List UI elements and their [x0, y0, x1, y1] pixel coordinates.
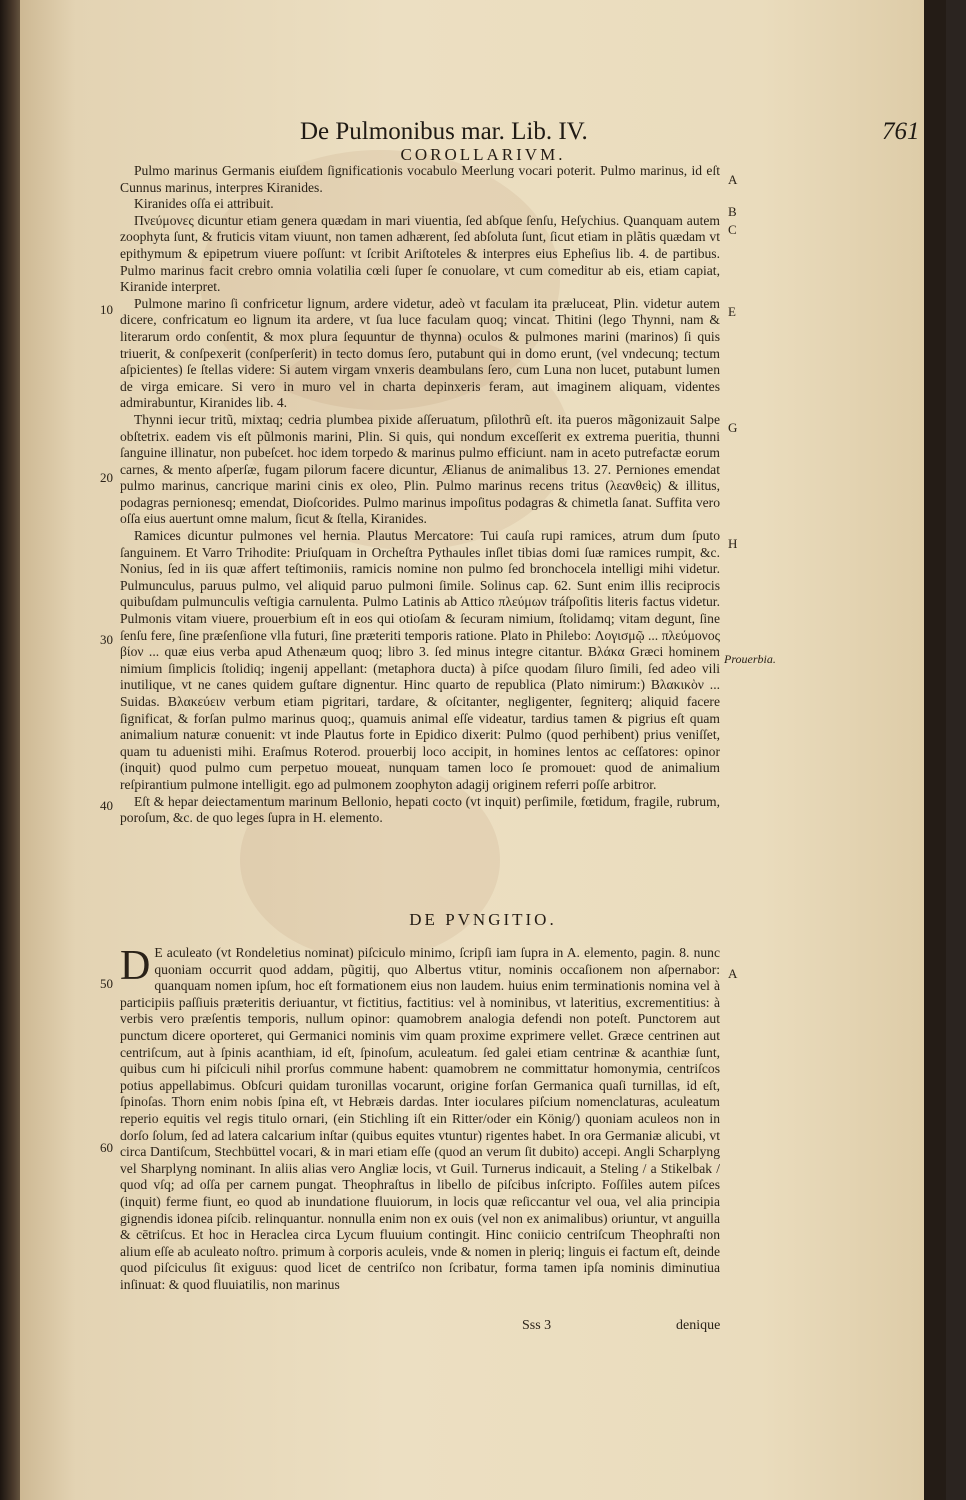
margin-letter: A [728, 966, 738, 981]
section-heading-de-pungitio: DE PVNGITIO. [409, 910, 557, 929]
margin-note: Prouerbia. [724, 652, 776, 666]
catchword: denique [676, 1318, 721, 1333]
page-edge-shadow [924, 0, 946, 1500]
corollarium-text [120, 163, 720, 898]
paragraph: E aculeato (vt Rondeletius nominat) piſciculo minimo, ſcripſi iam ſupra in A. elemento, pagin. 8. nunc quoniam occurrit quod addam, pũgitij, quo Albertus vtitur, nominis occaſionem non aſpernabor: quanquam nomen ipſum, hoc eſt formationem eius non laudem. huius enim terminationis nomina vel à participiis paſſiuis præteritis deriuantur, vt fictitius, factitius: vel à nominibus, vt lateritius, excrementitius: à verbis vero præſentis temporis, nullum opinor: quamobrem analogia defendi non poteſt. Punctorem aut punctum dicere oporteret, qui Germanici nominis vim quam proxime exprimere vellet. Græce centrinen aut centriſcum, aut à ſpinis acanthiam, id eſt, ſpinoſum, aculeatum. ſed galei etiam centrinæ & acanthiæ ſunt, quibus cum hi piſciculi nihil prorſus commune habent: quamobrem ne committatur homonymia, centriſcos potius appellabimus. Obſcuri quidam turonillas vocarunt, origine forſan Germanica quaſi turnillas, id eſt, ſpinoſas. Thorn enim nobis ſpina eſt, vt Hebræis dardas. Inter ioculares piſcium nomenclaturas, aculeatum reperio equitis vel regis titulo ornari, (ein Stichling iſt ein Ritter/oder ein König/) quoniam aculeos non in dorſo ſolum, ſed ad latera calcarium inſtar (quibus equites vtuntur) rigentes habet. In ora Germaniæ alicubi, vt circa Dantiſcum, Stechbüttel vocari, & in mari etiam eſſe (quod an verum ſit dubito) accepi. Angli Scharplyng vel Sharplyng nominant. In aliis alias vero Angliæ locis, vt Guil. Turnerus indicauit, a Steling / a Stikelbak / quod vſq; ad oſſa per carnem pungat. Theophraſtus in libello de piſcibus inſcripto. Foſſiles autem piſces (inquit) ferme fiunt, eo quod ab inundatione fluuiorum, in locis quæ reſiccantur vel oua, vel alia principia gignendis idonea piſcib. relinquantur. nonnulla enim non ex ouis (vel non ex animalibus) oriuntur, vt anguilla & cētriſcus. Et hoc in Heraclea circa Lycum fluuium contingit. Hinc coniicio centriſcum Theophraſti non alium eſſe ab aculeato noſtro. primum à corporis aculeis, vnde & nomen in pleriq; linguis ei factum eſt, deinde quod piſciculus ſit exiguus: quod licet de centriſco non ſcribatur, forma tamen ipſa nominis diminutiua inſinuat: & quod fluuiatilis, non marinus [120, 945, 720, 1292]
paragraph: Pulmo marinus Germanis eiuſdem ſignificationis vocabulo Meerlung vocari poterit. Pulmo marinus, id eſt Cunnus marinus, interpres Kiranides. [120, 163, 720, 195]
paragraph: Kiranides oſſa ei attribuit. [134, 196, 274, 212]
margin-letter: H [728, 536, 738, 551]
margin-letter: A [728, 172, 738, 187]
margin-line-number: 10 [100, 302, 113, 317]
paragraph: Pulmone marino ſi confricetur lignum, ardere videtur, adeò vt faculam ita præluceat, Plin. videtur autem dicere, confricatum eo lignum ita ardere, vt ſua luce faculam quoq; vincat. Thitini (lego Thynni, nam & literarum ordo conſentit, & mox plura ſequuntur de thynna) oculos & pulmones marini (marinos) ſi quis triuerit, & conſpexerit (conſperſerit) in tecto domus ſero, putabunt qui in domo erunt, (vel vndecunq; tectum aſpicientes) ſe ſtellas videre: Si autem virgam vnxeris deambulans ſero, cum Luna non lucet, putabunt lumen de virga emicare. Si vero in muro vel in charta depinxeris feram, aut imaginem aliquam, videntes admirabuntur, Kiranides lib. 4. [120, 295, 720, 411]
drop-capital: D [120, 945, 151, 989]
margin-letter: E [728, 304, 736, 319]
paragraph: Thynni iecur tritũ, mixtaq; cedria plumbea pixide aſſeruatum, pſilothrũ eſt. ita pueros mãgonizauit Salpe obſtetrix. eadem vis eſt pũlmonis marini, Plin. Si quis, qui nondum exceſſerit ex extrema pueritia, thunni ſanguine illinatur, non pubeſcet. hoc idem torpedo & marinus pulmo efficiunt. nam in aceto putrefactæ eorum carnes, & mento aſperſæ, fugam pilorum facere dicuntur, Ælianus de animalibus 13. 27. Perniones emendat pulmo marinus, cancrique marini cinis ex oleo, Plin. Pulmo marinus recens tritus (λεανθεὶς) & illitus, podagras pernionesq; emendat, Dioſcorides. Pulmo marinus impoſitus podagras & chimetla ſanat. Suffita vero oſſa eius auertunt omne malum, ſicut & ſtella, Kiranides. [120, 411, 720, 527]
running-title: De Pulmonibus mar. Lib. IV. [300, 118, 588, 145]
margin-line-number: 60 [100, 1140, 113, 1155]
paragraph: Eſt & hepar deiectamentum marinum Bellonio, hepati cocto (vt inquit) perſimile, fœtidum, fragile, rubrum, poroſum, &c. de quo leges ſupra in H. elemento. [120, 793, 720, 826]
pungitio-text [120, 945, 720, 1315]
paragraph: Πνεύμονες dicuntur etiam genera quædam in mari viuentia, ſed abſque ſenſu, Heſychius. Quanquam autem zoophyta ſunt, & fruticis vitam viuunt, non tamen adhærent, ſed abſoluta ſunt, ſicut etiam in plãtis quædam vt epithymum & epipetrum viuere poſſunt: vt ſcribit Ariſtoteles & interpres eius Epheſius lib. 4. de partibus. Pulmo marinus facit crebro omnia volatilia cœli ſuper ſe conuolare, vt cum comeditur ab eis, etiam capiat, Kiranide interpret. [120, 212, 720, 295]
margin-line-number: 20 [100, 470, 113, 485]
margin-line-number: 30 [100, 632, 113, 647]
signature-mark: Sss 3 [522, 1318, 552, 1333]
paragraph: Ramices dicuntur pulmones vel hernia. Plautus Mercatore: Tui cauſa rupi ramices, atrum dum ſputo ſanguinem. Et Varro Trihodite: Priuſquam in Orcheſtra Pythaules inſlet tibias domi ſuæ ramices rumpit, &c. Nonius, ſed in iis quæ affert teſtimoniis, ramicis nomine non pulmo ſed bronchocela intelligi mihi videtur. Pulmunculus, paruus pulmo, vel aliquid paruo pulmoni ſimile. Solinus cap. 62. Sunt enim illis reciprocis quibuſdam pulmunculis veſtigia carnulenta. Pulmo Latinis ab Attico πλεύμων tráſpoſitis literis factus videtur. Pulmonis vitam viuere, prouerbium eſt in eos qui otioſam & ſecuram nimium, ſtolidamq; vitam degunt, ſine ſenſu fere, ſine præſenſione vlla futuri, ſine præteriti temporis ratione. Plato in Philebo: Λογισμῷ ... πλεύμονος βίον ... quæ eius verba apud Athenæum quoq; libro 3. ſed minus integre citantur. Βλάκα Græci hominem nimium ſimplicis ſtolidiq; ingenij appellant: (metaphora ducta) à piſce quodam ſiluro ſimili, ſed adeo vili inutilique, vt ne canes quidem guſtare dignentur. Hinc quarto de republica (Plato nimirum:) Βλακικὸν ... Suidas. Βλακεύειν verbum etiam pigritari, tardare, & oſcitanter, negligenter, ſegniterq; aliquid facere ſignificat, & forſan pulmo marinus quoq;, quamuis animal eſſe videatur, tardius tamen & pigrius eſt quam animalium naturæ conuenit: vt inde Plautus forte in Epidico dixerit: Pulmo (quod perhibent) prius veniſſet, quam tu aduenisti mihi. Eraſmus Roterod. prouerbij loco accipit, in homines lentos ac ceſſatores: opinor (inquit) quod pulmo cum perpetuo moueat, nunquam tamen loco ſe promouet: quod de animalium reſpirantium pulmone intelligit. ego ad pulmonem zoophyton adagij originem referri poſſe arbitror. [120, 528, 720, 792]
margin-line-number: 40 [100, 798, 113, 813]
book-page [20, 0, 946, 1500]
page-number: 761 [882, 118, 920, 145]
margin-letter: G [728, 420, 738, 435]
margin-letter: C [728, 222, 737, 237]
section-heading-corollarium: COROLLARIVM. [400, 145, 566, 164]
book-binding-edge [0, 0, 22, 1500]
margin-line-number: 50 [100, 976, 113, 991]
margin-letter: B [728, 204, 737, 219]
